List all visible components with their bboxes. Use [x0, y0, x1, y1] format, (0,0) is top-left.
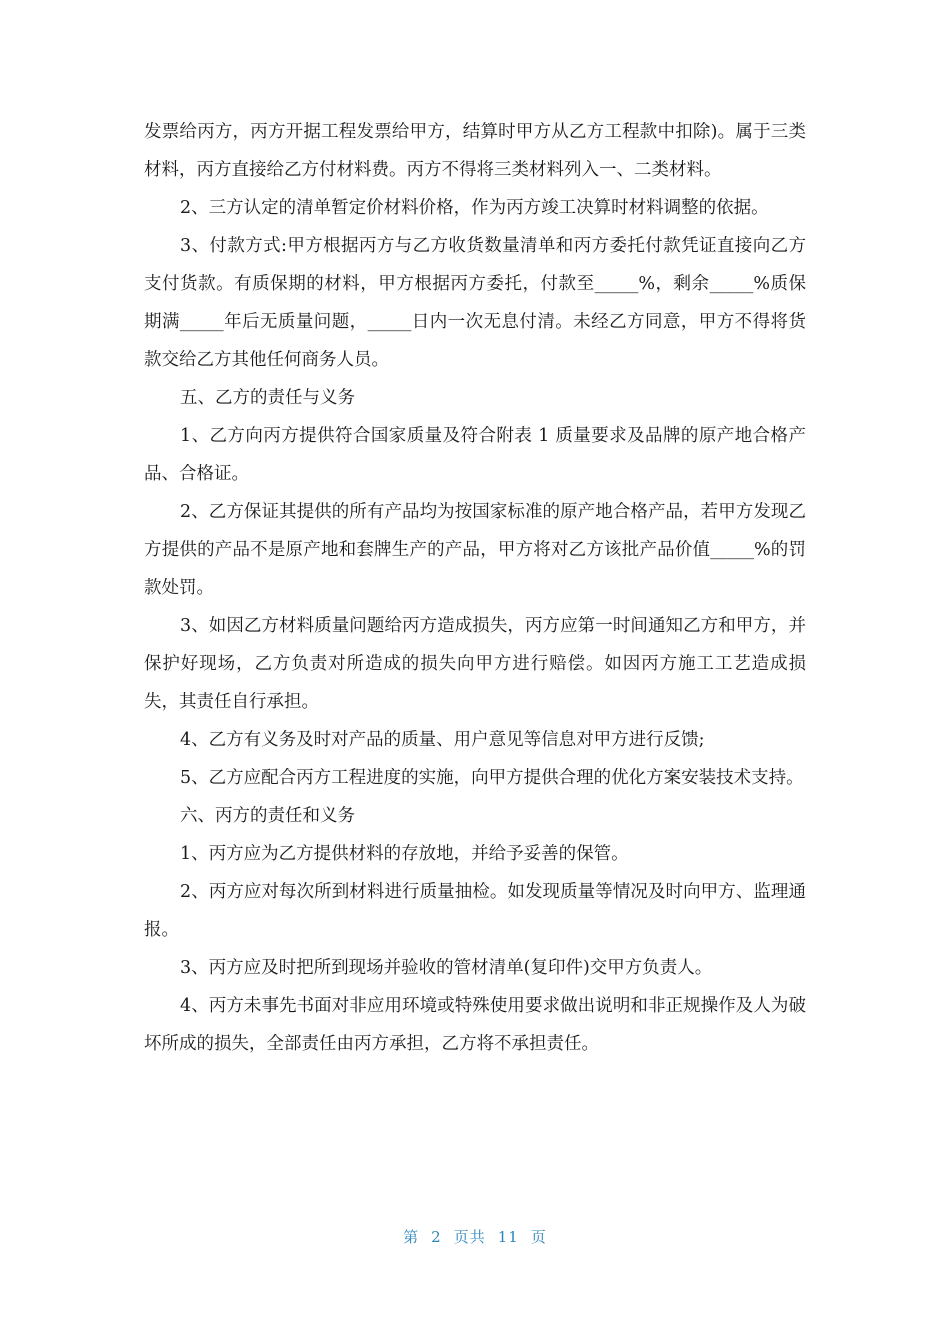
- document-body: [144, 113, 806, 1063]
- footer-suffix: 页: [530, 1228, 547, 1246]
- paragraph: 发票给丙方，丙方开据工程发票给甲方，结算时甲方从乙方工程款中扣除)。属于三类材料，丙方直接给乙方付材料费。丙方不得将三类材料列入一、二类材料。: [144, 122, 806, 180]
- paragraph: 4、乙方有义务及时对产品的质量、用户意见等信息对甲方进行反馈;: [180, 730, 705, 750]
- paragraph: 4、丙方未事先书面对非应用环境或特殊使用要求做出说明和非正规操作及人为破坏所成的损失，全部责任由丙方承担，乙方将不承担责任。: [144, 996, 806, 1054]
- page-number: 2: [431, 1228, 442, 1246]
- paragraph: 1、丙方应为乙方提供材料的存放地，并给予妥善的保管。: [180, 844, 629, 864]
- total-pages: 11: [497, 1228, 519, 1246]
- footer-middle: 页共: [453, 1228, 486, 1246]
- section-heading: 五、乙方的责任与义务: [180, 388, 355, 408]
- paragraph: 3、付款方式:甲方根据丙方与乙方收货数量清单和丙方委托付款凭证直接向乙方支付货款。有质保期的材料，甲方根据丙方委托，付款至_____%，剩余_____%质保期满_____年后无质量问题，_____日内一次无息付清。未经乙方同意，甲方不得将货款交给乙方其他任何商务人员。: [144, 236, 806, 370]
- paragraph: 3、如因乙方材料质量问题给丙方造成损失，丙方应第一时间通知乙方和甲方，并保护好现场，乙方负责对所造成的损失向甲方进行赔偿。如因丙方施工工艺造成损失，其责任自行承担。: [144, 616, 806, 712]
- paragraph: 2、乙方保证其提供的所有产品均为按国家标准的原产地合格产品，若甲方发现乙方提供的产品不是原产地和套牌生产的产品，甲方将对乙方该批产品价值_____%的罚款处罚。: [144, 502, 806, 598]
- paragraph: 2、丙方应对每次所到材料进行质量抽检。如发现质量等情况及时向甲方、监理通报。: [144, 882, 806, 940]
- paragraph: 1、乙方向丙方提供符合国家质量及符合附表 1 质量要求及品牌的原产地合格产品、合格证。: [144, 426, 806, 484]
- paragraph: 2、三方认定的清单暂定价材料价格，作为丙方竣工决算时材料调整的依据。: [180, 198, 769, 218]
- section-heading: 六、丙方的责任和义务: [180, 806, 355, 826]
- footer-prefix: 第: [403, 1228, 420, 1246]
- page-footer: [0, 1226, 950, 1247]
- paragraph: 5、乙方应配合丙方工程进度的实施，向甲方提供合理的优化方案安装技术支持。: [180, 768, 804, 788]
- paragraph: 3、丙方应及时把所到现场并验收的管材清单(复印件)交甲方负责人。: [180, 958, 713, 978]
